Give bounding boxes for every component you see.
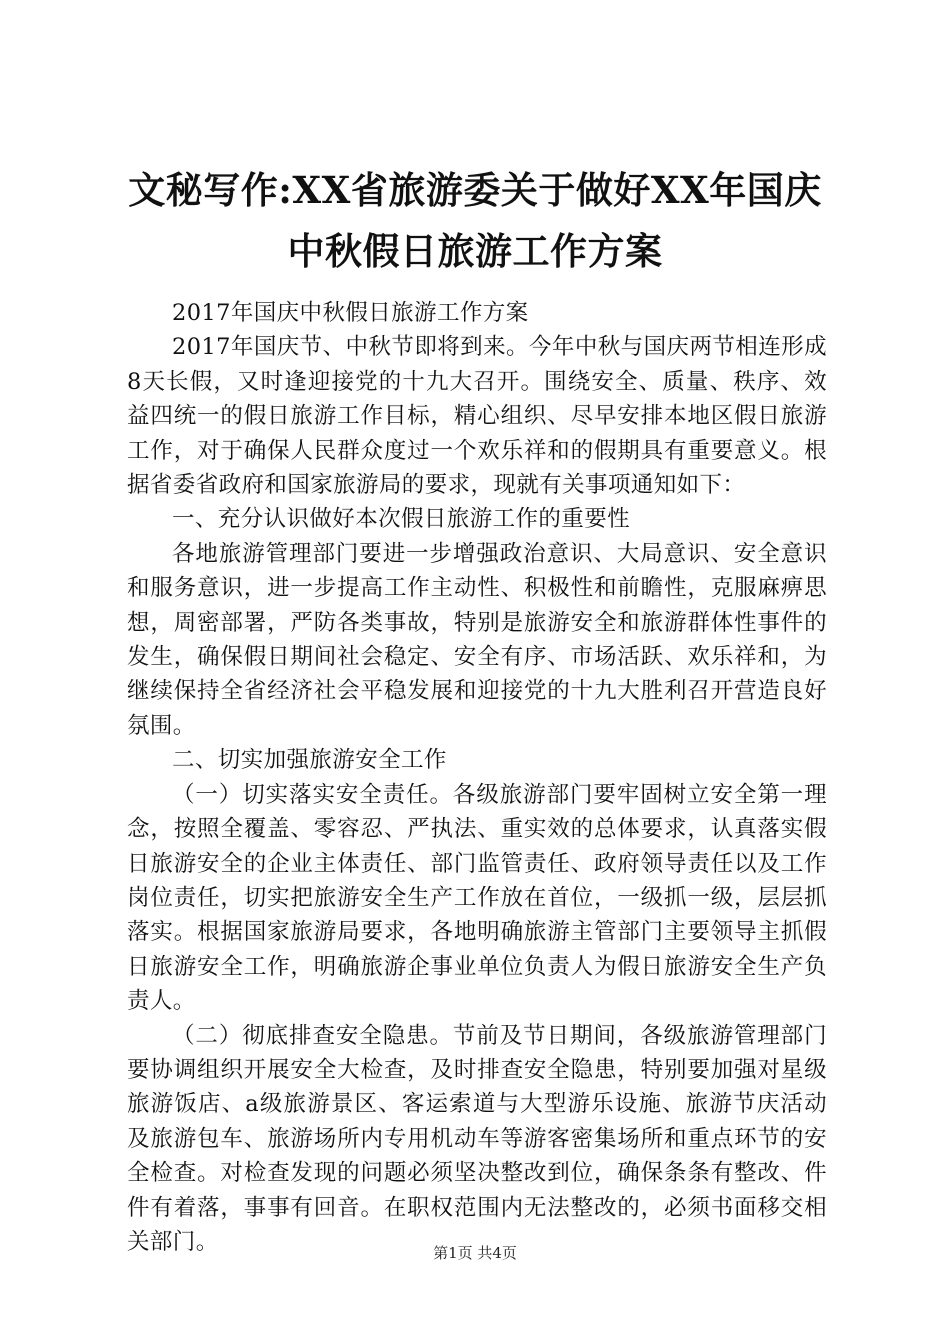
- paragraph-section-1: 各地旅游管理部门要进一步增强政治意识、大局意识、安全意识和服务意识，进一步提高工作主动性、积极性和前瞻性，克服麻痹思想，周密部署，严防各类事故，特别是旅游安全和旅游群体性事件的发生，确保假日期间社会稳定、安全有序、市场活跃、欢乐祥和，为继续保持全省经济社会平稳发展和迎接党的十九大胜利召开营造良好氛围。: [127, 540, 827, 739]
- document-title: 文秘写作:XX省旅游委关于做好XX年国庆中秋假日旅游工作方案: [128, 168, 822, 273]
- document-body: [127, 296, 827, 1259]
- paragraph-safety-responsibility: （一）切实落实安全责任。各级旅游部门要牢固树立安全第一理念，按照全覆盖、零容忍、严执法、重实效的总体要求，认真落实假日旅游安全的企业主体责任、部门监管责任、政府领导责任以及工作岗位责任，切实把旅游安全生产工作放在首位，一级抓一级，层层抓落实。根据国家旅游局要求，各地明确旅游主管部门主要领导主抓假日旅游安全工作，明确旅游企事业单位负责人为假日旅游安全生产负责人。: [127, 781, 827, 1015]
- page-number: 第1页 共4页: [433, 1244, 517, 1262]
- section-heading-2: 二、切实加强旅游安全工作: [172, 747, 447, 774]
- paragraph-plan-title: 2017年国庆中秋假日旅游工作方案: [172, 300, 529, 326]
- paragraph-intro: 2017年国庆节、中秋节即将到来。今年中秋与国庆两节相连形成8天长假，又时逢迎接党的十九大召开。围绕安全、质量、秩序、效益四统一的假日旅游工作目标，精心组织、尽早安排本地区假日旅游工作，对于确保人民群众度过一个欢乐祥和的假期具有重要意义。根据省委省政府和国家旅游局的要求，现就有关事项通知如下：: [127, 334, 827, 499]
- paragraph-hazard-inspection: （二）彻底排查安全隐患。节前及节日期间，各级旅游管理部门要协调组织开展安全大检查，及时排查安全隐患，特别要加强对星级旅游饭店、a级旅游景区、客运索道与大型游乐设施、旅游节庆活动及旅游包车、旅游场所内专用机动车等游客密集场所和重点环节的安全检查。对检查发现的问题必须坚决整改到位，确保条条有整改、件件有着落，事事有回音。在职权范围内无法整改的，必须书面移交相关部门。: [127, 1022, 827, 1255]
- section-heading-1: 一、充分认识做好本次假日旅游工作的重要性: [172, 506, 631, 533]
